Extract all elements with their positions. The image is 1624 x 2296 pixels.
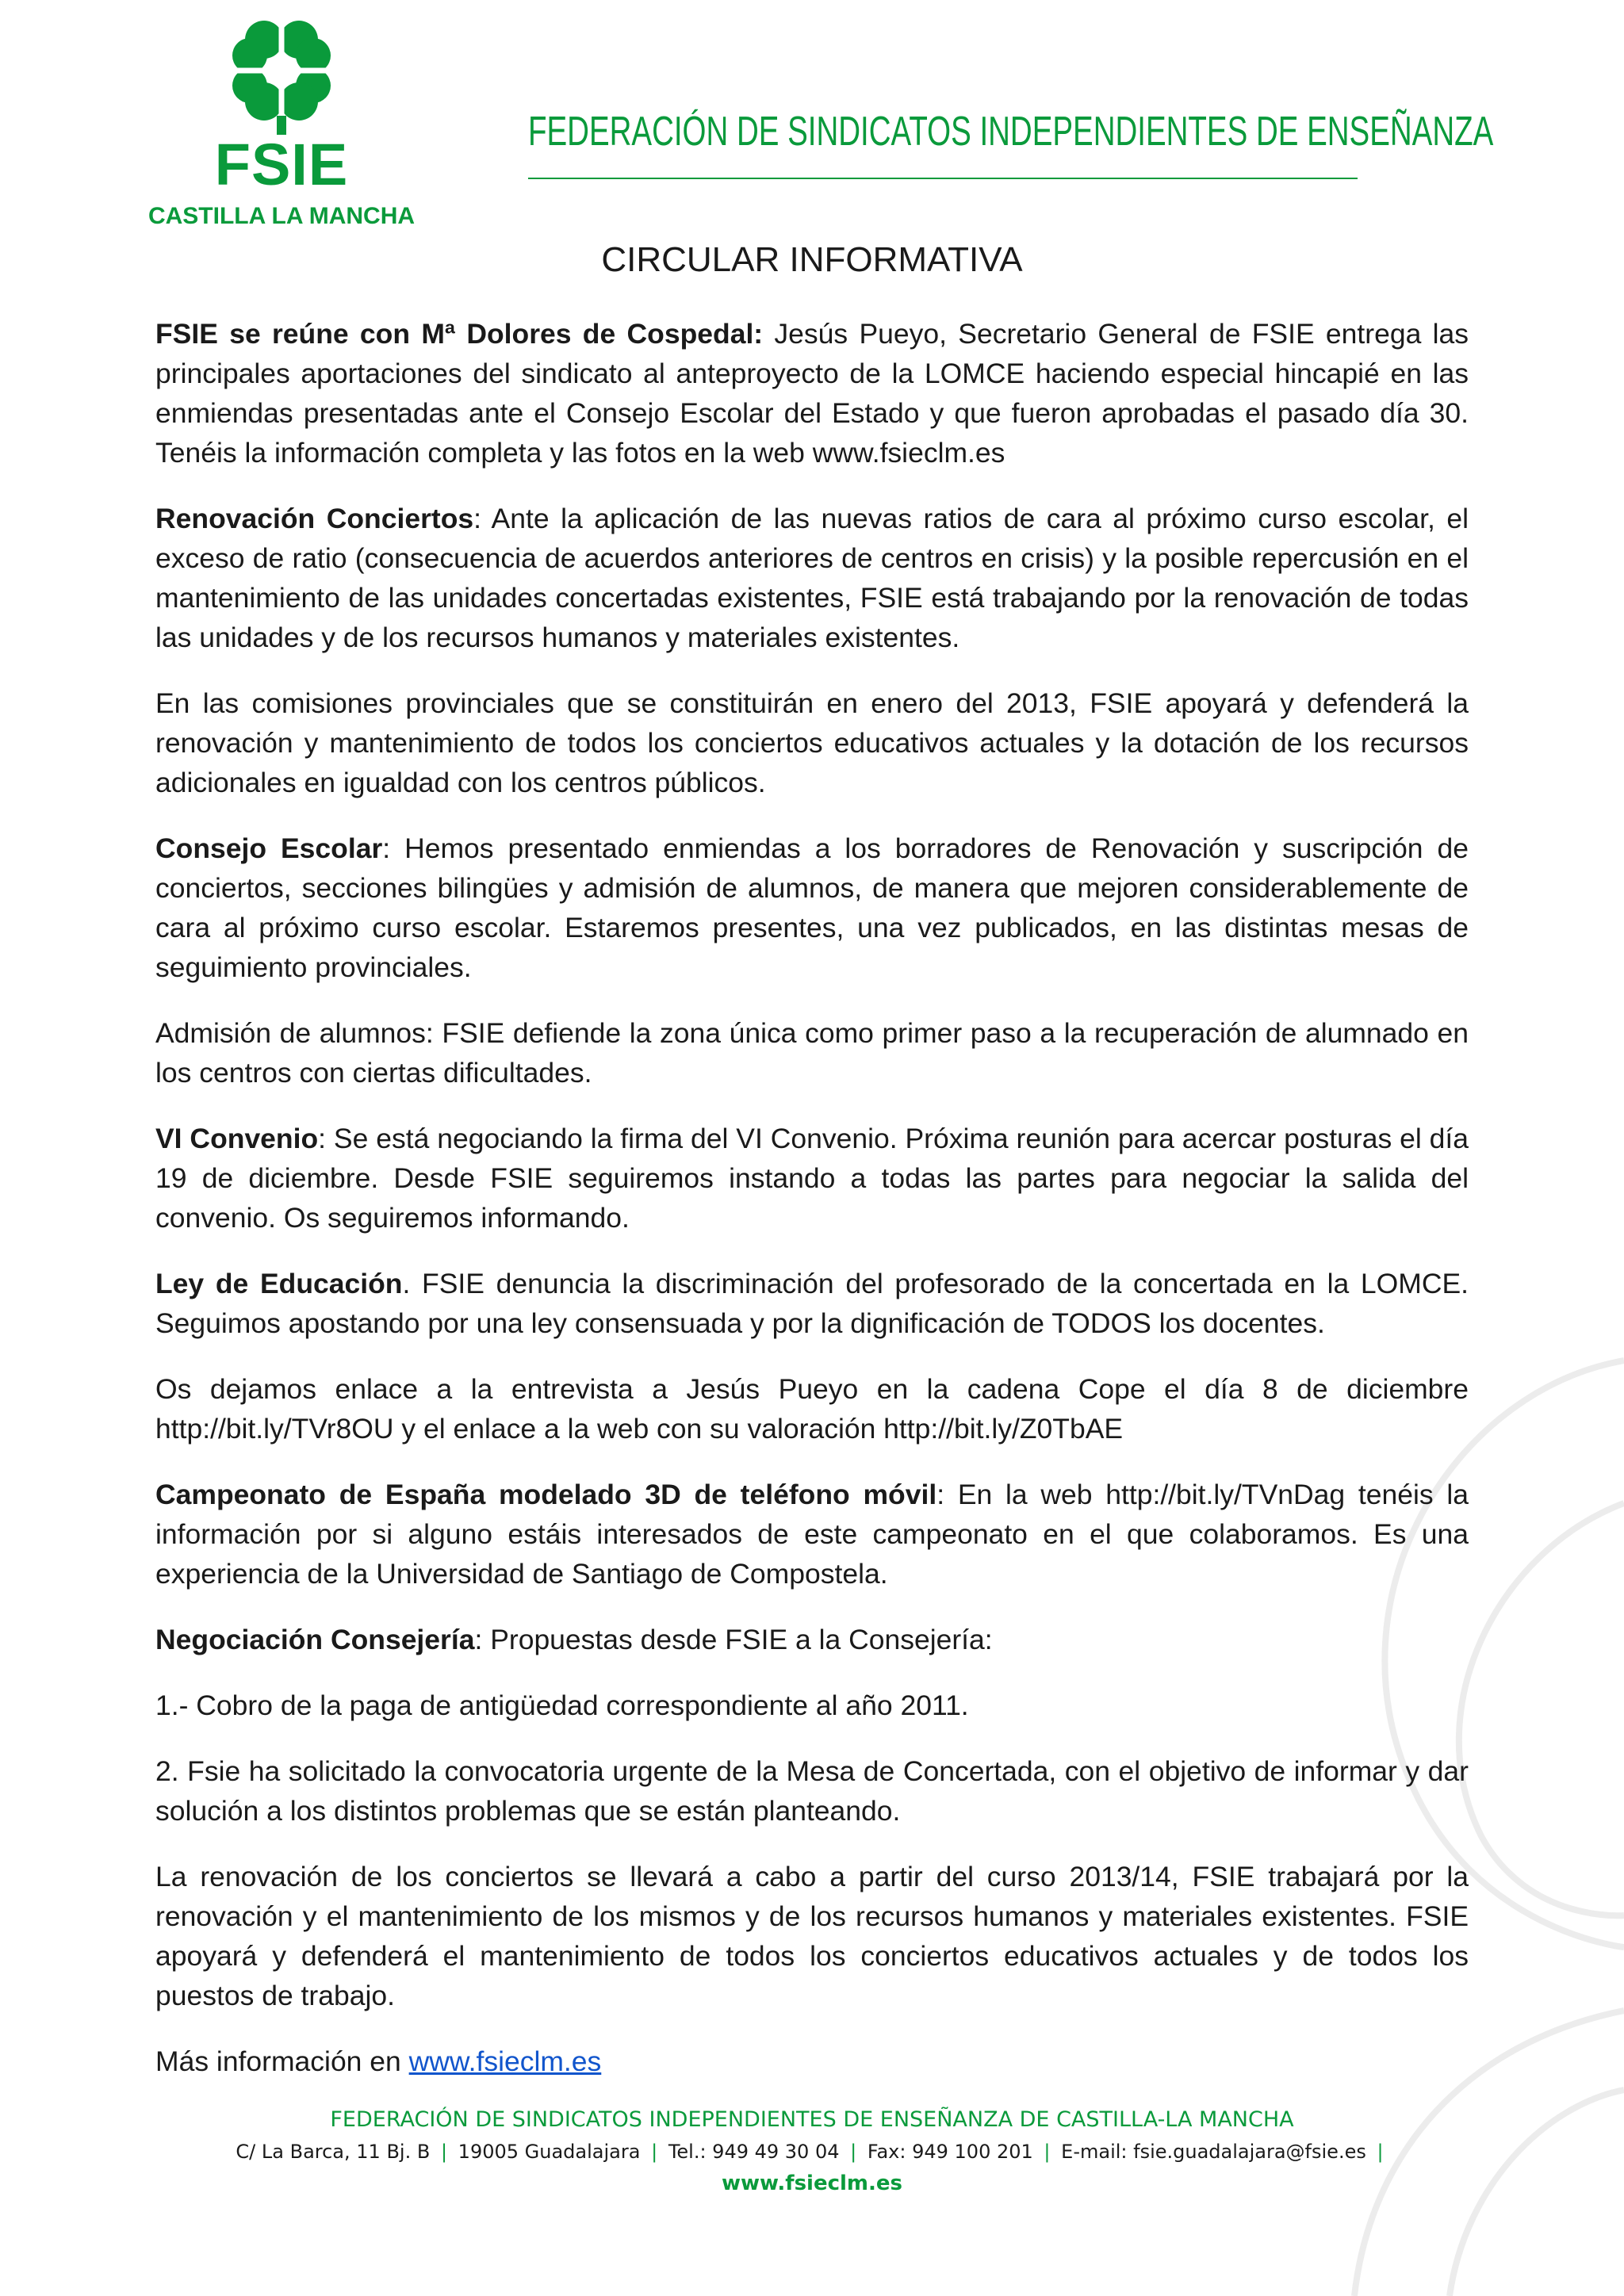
more-info-text: Más información en [155, 2045, 409, 2077]
footer-phone: Tel.: 949 49 30 04 [668, 2141, 840, 2163]
paragraph-text: : Hemos presentado enmiendas a los borradores de Renovación y suscripción de conciertos, secciones bilingües y admisión de alumnos, de manera que mejoren considerablemente de cara al próximo curso escolar. Estaremos presentes, una vez publicados, en las distintas mesas de seguimiento provinciales. [155, 832, 1469, 983]
paragraph-lead: Negociación Consejería [155, 1624, 475, 1655]
paragraph [155, 499, 1469, 657]
paragraph [155, 1857, 1469, 2015]
paragraph [155, 1686, 1469, 1725]
paragraph [155, 1369, 1469, 1448]
paragraph [155, 1264, 1469, 1343]
paragraph [155, 1475, 1469, 1594]
document-body [155, 314, 1469, 2081]
paragraph-lead: Ley de Educación [155, 1268, 403, 1299]
paragraph [155, 1119, 1469, 1238]
logo-region: CASTILLA LA MANCHA [147, 203, 416, 229]
paragraph [155, 1751, 1469, 1831]
paragraph-lead: FSIE se reúne con Mª Dolores de Cospedal: [155, 318, 764, 350]
footer-email: E-mail: fsie.guadalajara@fsie.es [1061, 2141, 1366, 2163]
paragraph [155, 683, 1469, 802]
paragraph-text: 1.- Cobro de la paga de antigüedad correspondiente al año 2011. [155, 1689, 969, 1721]
footer-separator: | [1044, 2141, 1051, 2163]
footer-postal: 19005 Guadalajara [458, 2141, 641, 2163]
paragraph-text: : Ante la aplicación de las nuevas ratios de cara al próximo curso escolar, el exceso de ratio (consecuencia de acuerdos anteriores de centros en crisis) y la posible repercusión en el mantenimiento de las unidades concertadas existentes, FSIE está trabajando por la renovación de todas las unidades y de los recursos humanos y materiales existentes. [155, 503, 1469, 653]
page-footer [0, 2104, 1624, 2199]
footer-separator: | [1377, 2141, 1384, 2163]
paragraph [155, 828, 1469, 987]
paragraph-text: Jesús Pueyo, Secretario General de FSIE entrega las principales aportaciones del sindicato al anteproyecto de la LOMCE haciendo especial hincapié en las enmiendas presentadas ante el Consejo Escolar del Estado y que fueron aprobadas el pasado día 30. Tenéis la información completa y las fotos en la web www.fsieclm.es [155, 318, 1469, 469]
paragraph-text: : Se está negociando la firma del VI Convenio. Próxima reunión para acercar posturas el día 19 de diciembre. Desde FSIE seguiremos instando a todas las partes para negociar la salida del convenio. Os seguiremos informando. [155, 1123, 1469, 1234]
website-link[interactable]: www.fsieclm.es [408, 2045, 602, 2077]
federation-title: FEDERACIÓN DE SINDICATOS INDEPENDIENTES DE ENSEÑANZA [528, 109, 1494, 155]
footer-organization: FEDERACIÓN DE SINDICATOS INDEPENDIENTES DE ENSEÑANZA DE CASTILLA-LA MANCHA [330, 2107, 1294, 2132]
paragraph-lead: Renovación Conciertos [155, 503, 474, 534]
footer-contact [0, 2136, 1624, 2168]
more-info [155, 2042, 1469, 2081]
footer-separator: | [440, 2141, 448, 2163]
paragraph [155, 1620, 1469, 1659]
footer-separator: | [850, 2141, 857, 2163]
footer-separator: | [651, 2141, 658, 2163]
paragraph-text: 2. Fsie ha solicitado la convocatoria urgente de la Mesa de Concertada, con el objetivo de informar y dar solución a los distintos problemas que se están planteando. [155, 1755, 1469, 1827]
paragraph [155, 1013, 1469, 1093]
logo-wordmark: FSIE [214, 132, 349, 197]
document-title: CIRCULAR INFORMATIVA [601, 240, 1023, 279]
paragraph-text: En las comisiones provinciales que se constituirán en enero del 2013, FSIE apoyará y defenderá la renovación y mantenimiento de todos los conciertos educativos actuales y la dotación de los recursos adicionales en igualdad con los centros públicos. [155, 687, 1469, 798]
footer-website: www.fsieclm.es [721, 2172, 902, 2195]
paragraph-text: Os dejamos enlace a la entrevista a Jesús Pueyo en la cadena Cope el día 8 de diciembre http://bit.ly/TVr8OU y el enlace a la web con su valoración http://bit.ly/Z0TbAE [155, 1373, 1469, 1445]
fsie-logo [143, 16, 420, 230]
footer-fax: Fax: 949 100 201 [867, 2141, 1033, 2163]
paragraph-text: Admisión de alumnos: FSIE defiende la zona única como primer paso a la recuperación de alumnado en los centros con ciertas dificultades. [155, 1017, 1469, 1089]
paragraph-text: : Propuestas desde FSIE a la Consejería: [474, 1624, 993, 1655]
paragraph-lead: Consejo Escolar [155, 832, 383, 864]
paragraph-text: : En la web http://bit.ly/TVnDag tenéis la información por si alguno estáis interesados de este campeonato en el que colaboramos. Es una experiencia de la Universidad de Santiago de Compostela. [155, 1479, 1469, 1590]
paragraph-text: La renovación de los conciertos se llevará a cabo a partir del curso 2013/14, FSIE trabajará por la renovación y el mantenimiento de los mismos y de los recursos humanos y materiales existentes. FSIE apoyará y defenderá el mantenimiento de todos los conciertos educativos actuales y de todos los puestos de trabajo. [155, 1861, 1469, 2011]
clover-icon [226, 16, 337, 135]
footer-address: C/ La Barca, 11 Bj. B [236, 2141, 431, 2163]
paragraph-text: . FSIE denuncia la discriminación del profesorado de la concertada en la LOMCE. Seguimos apostando por una ley consensuada y por la dignificación de TODOS los docentes. [155, 1268, 1469, 1339]
paragraph-lead: Campeonato de España modelado 3D de teléfono móvil [155, 1479, 937, 1510]
header-divider [528, 178, 1358, 179]
paragraph [155, 314, 1469, 473]
paragraph-lead: VI Convenio [155, 1123, 319, 1154]
